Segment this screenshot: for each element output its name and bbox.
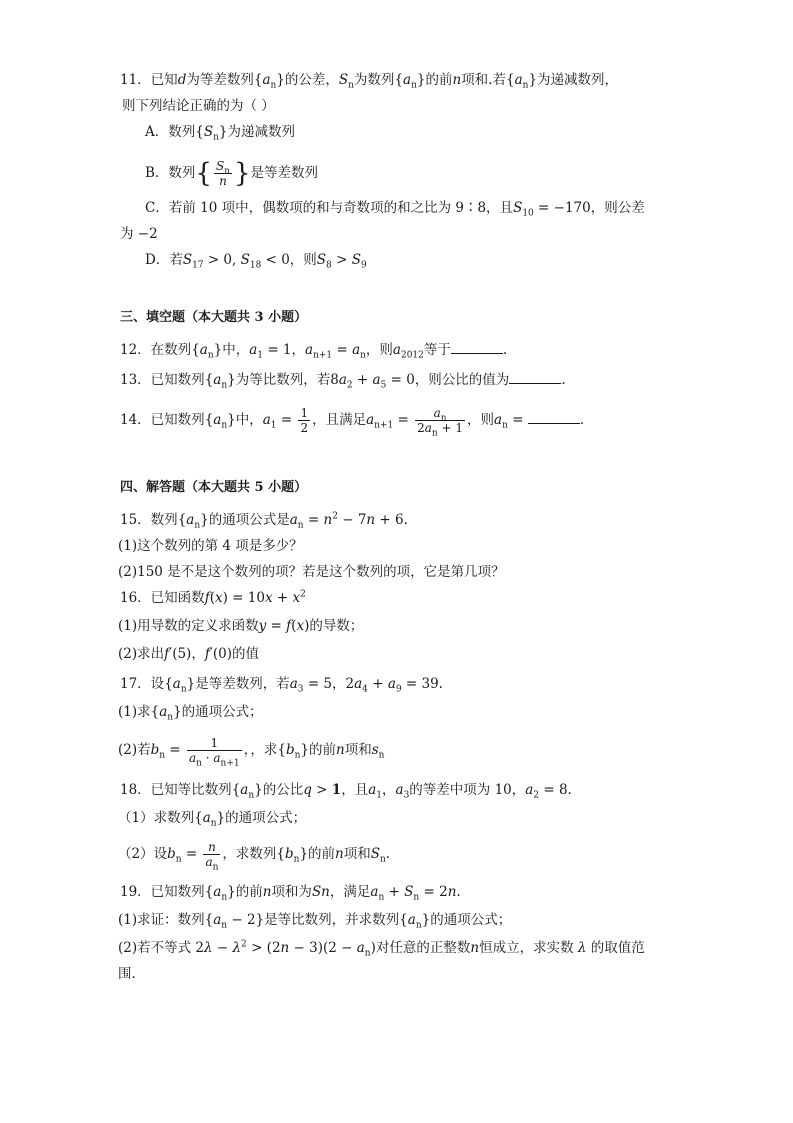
- q14: 14．已知数列$\{a_n\}$中，$a_1$ = $\frac{1}{2}$ ，且满足$a_{n+1}$ = $\frac{a_n}{2a_n + 1}$ ，则$a_n$ = .: [120, 406, 585, 439]
- q12: 12．在数列$\{a_n\}$中，$a_1 = 1$，$a_{n+1} = a_n$，则$a_{2012}$等于 .: [120, 342, 508, 361]
- q15: 15．数列$\{a_n\}$的通项公式是$a_n = n^2 - 7n + 6$.: [120, 511, 408, 531]
- q17: 17．设$\{a_n\}$是等差数列，若$a_3 = 5$，$2a_4 + a_9 = 39$.: [120, 676, 443, 695]
- q19-part1: (1)求证：数列$\{a_n - 2\}$是等比数列，并求数列$\{a_n\}$的通项公式；: [118, 912, 512, 931]
- q19-part2: (2)若不等式 $2\lambda - \lambda^2 > (2n - 3)(2 - a_n)$对任意的正整数n恒成立，求实数 λ 的取值范: [118, 939, 645, 959]
- q16-part2: (2)求出f′(5)，f′(0)的值: [118, 646, 260, 662]
- q18-part2: （2）设$b_n$ = $\frac{n}{a_n}$ ，求数列$\{b_n\}$的前n项和$S_n$.: [118, 840, 391, 873]
- q11-option-c: C．若前 10 项中，偶数项的和与奇数项的和之比为 9∶8，且$S_{10} = -170$，则公差: [145, 200, 645, 219]
- q11-line2: 则下列结论正确的为（ ）: [122, 98, 275, 114]
- q11-option-b: B．数列{ $\frac{S_n}{n}$ }是等差数列: [145, 158, 319, 189]
- q15-part2: (2)150 是不是这个数列的项？若是这个数列的项，它是第几项？: [118, 564, 505, 580]
- q11-option-d: D．若$S_{17} > 0$, $S_{18} < 0$，则$S_8 > S_9$: [145, 252, 367, 271]
- section-fill-in-title: 三、填空题（本大题共 3 小题）: [120, 310, 308, 325]
- q11-option-c-line2: 为 −2: [120, 226, 158, 242]
- q13: 13．已知数列$\{a_n\}$为等比数列，若$8a_2 + a_5 = 0$，则公比的值为 .: [120, 372, 566, 391]
- q18-part1: （1）求数列$\{a_n\}$的通项公式；: [118, 810, 307, 829]
- section-solution-title: 四、解答题（本大题共 5 小题）: [120, 480, 308, 495]
- q11-line1: 11．已知d为等差数列$\{a_n\}$的公差，$S_n$为数列$\{a_n\}$的前n项和.若$\{a_n\}$为递减数列，: [120, 72, 619, 91]
- q18: 18．已知等比数列$\{a_n\}$的公比q > 1，且$a_1$，$a_3$的等差中项为 10，$a_2 = 8$.: [120, 782, 572, 801]
- q19-part2-line2: 围.: [118, 966, 136, 982]
- q12-answer-blank: [451, 341, 503, 354]
- q15-part1: (1)这个数列的第 4 项是多少？: [118, 538, 303, 554]
- q19: 19．已知数列$\{a_n\}$的前n项和为Sn，满足$a_n + S_n = 2n$.: [120, 884, 461, 903]
- q16: 16．已知函数$f(x) = 10x + x^2$: [120, 589, 306, 606]
- q17-part2: (2)若$b_n$ = $\frac{1}{a_n \cdot a_{n+1}}$ ，，求$\{b_n\}$的前n项和$s_n$: [118, 736, 385, 769]
- q16-part1: (1)用导数的定义求函数y = f(x)的导数；: [118, 618, 364, 634]
- q13-answer-blank: [509, 371, 561, 384]
- q17-part1: (1)求$\{a_n\}$的通项公式；: [118, 704, 263, 723]
- q11-option-a: A．数列$\{S_n\}$为递减数列: [145, 124, 295, 143]
- q14-answer-blank: [528, 411, 580, 424]
